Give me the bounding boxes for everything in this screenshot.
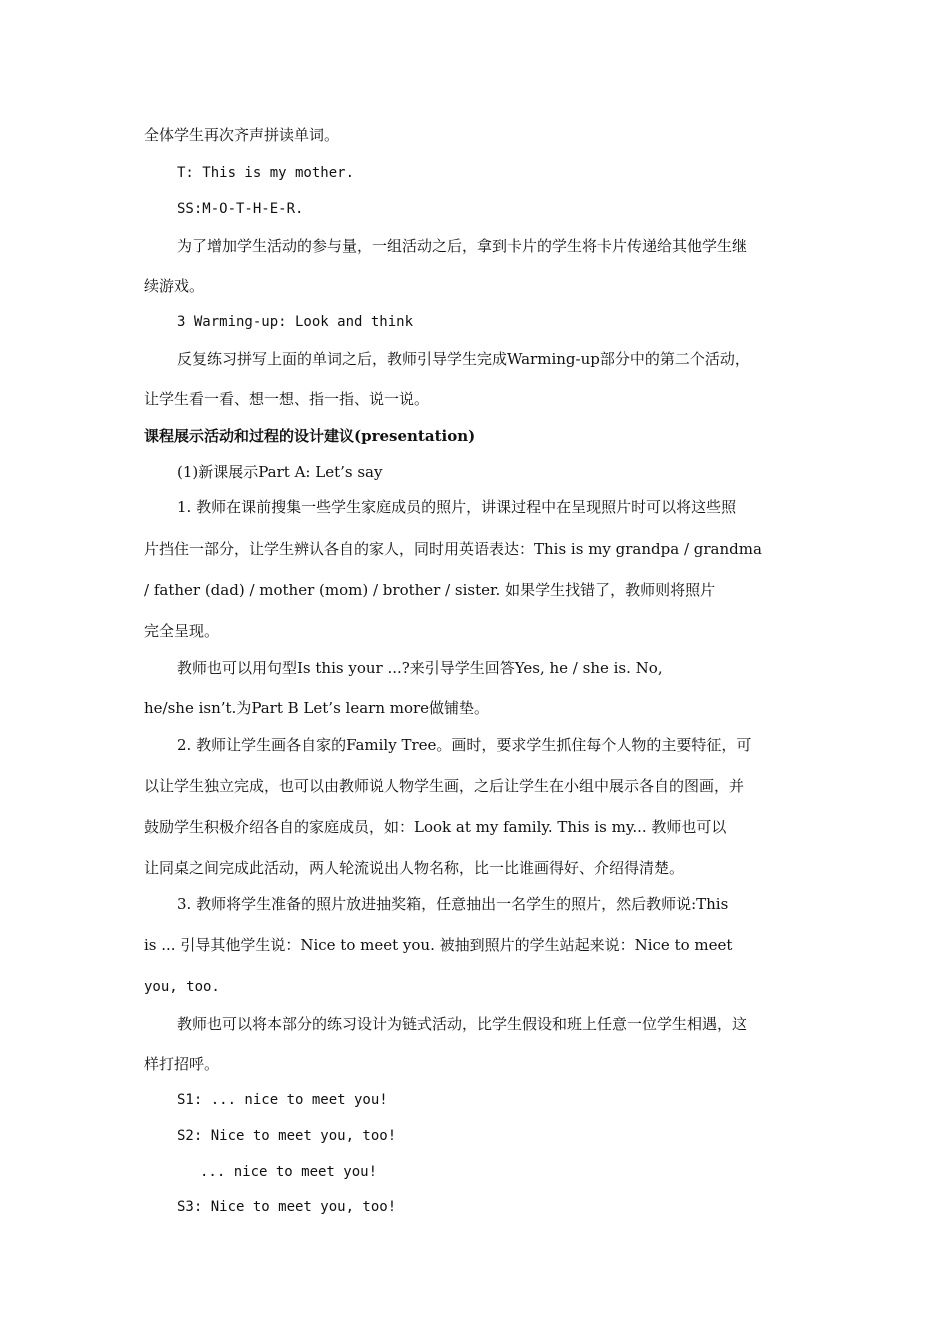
paragraph-line: 1. 教师在课前搜集一些学生家庭成员的照片，讲课过程中在呈现照片时可以将这些照 — [177, 498, 737, 516]
paragraph-line: 鼓励学生积极介绍各自的家庭成员，如：Look at my family. This is my... 教师也可以 — [144, 818, 727, 836]
paragraph-line: 教师也可以用句型Is this your ...?来引导学生回答Yes, he / she is. No, — [177, 659, 663, 677]
text-line: 全体学生再次齐声拼读单词。 — [144, 126, 340, 144]
paragraph-line: 片挡住一部分，让学生辨认各自的家人，同时用英语表达：This is my grandpa / grandma — [144, 540, 762, 558]
dialogue-line: S2: Nice to meet you, too! — [177, 1128, 397, 1144]
paragraph-line: he/she isn’t.为Part B Let’s learn more做铺垫。 — [144, 699, 490, 717]
subsection-line: (1)新课展示Part A: Let’s say — [177, 463, 383, 481]
paragraph-line: 让同桌之间完成此活动，两人轮流说出人物名称，比一比谁画得好、介绍得清楚。 — [144, 859, 685, 877]
dialogue-line: T: This is my mother. — [177, 165, 355, 181]
paragraph-line: 为了增加学生活动的参与量，一组活动之后，拿到卡片的学生将卡片传递给其他学生继 — [177, 237, 748, 255]
dialogue-line: S1: ... nice to meet you! — [177, 1092, 388, 1108]
paragraph-line: / father (dad) / mother (mom) / brother / sister. 如果学生找错了，教师则将照片 — [144, 581, 716, 599]
dialogue-line: ... nice to meet you! — [200, 1164, 378, 1180]
paragraph-line: 完全呈现。 — [144, 622, 220, 640]
paragraph-line: 样打招呼。 — [144, 1055, 220, 1073]
paragraph-line: 2. 教师让学生画各自家的Family Tree。画时，要求学生抓住每个人物的主要特征，可 — [177, 736, 752, 754]
paragraph-line: 3. 教师将学生准备的照片放进抽奖箱，任意抽出一名学生的照片，然后教师说:This — [177, 895, 729, 913]
dialogue-line: S3: Nice to meet you, too! — [177, 1199, 397, 1215]
paragraph-line: 以让学生独立完成，也可以由教师说人物学生画，之后让学生在小组中展示各自的图画，并 — [144, 777, 745, 795]
paragraph-line: 教师也可以将本部分的练习设计为链式活动，比学生假设和班上任意一位学生相遇，这 — [177, 1015, 748, 1033]
paragraph-line: is ... 引导其他学生说：Nice to meet you. 被抽到照片的学生站起来说：Nice to meet — [144, 936, 733, 954]
section-heading: 课程展示活动和过程的设计建议(presentation) — [144, 427, 476, 445]
section-line: 3 Warming-up: Look and think — [177, 314, 414, 330]
paragraph-line: 反复练习拼写上面的单词之后，教师引导学生完成Warming-up部分中的第二个活动， — [177, 350, 750, 368]
paragraph-line: 续游戏。 — [144, 277, 205, 295]
paragraph-line: 让学生看一看、想一想、指一指、说一说。 — [144, 390, 430, 408]
dialogue-line: SS:M-O-T-H-E-R. — [177, 201, 304, 217]
paragraph-line: you, too. — [144, 979, 220, 995]
